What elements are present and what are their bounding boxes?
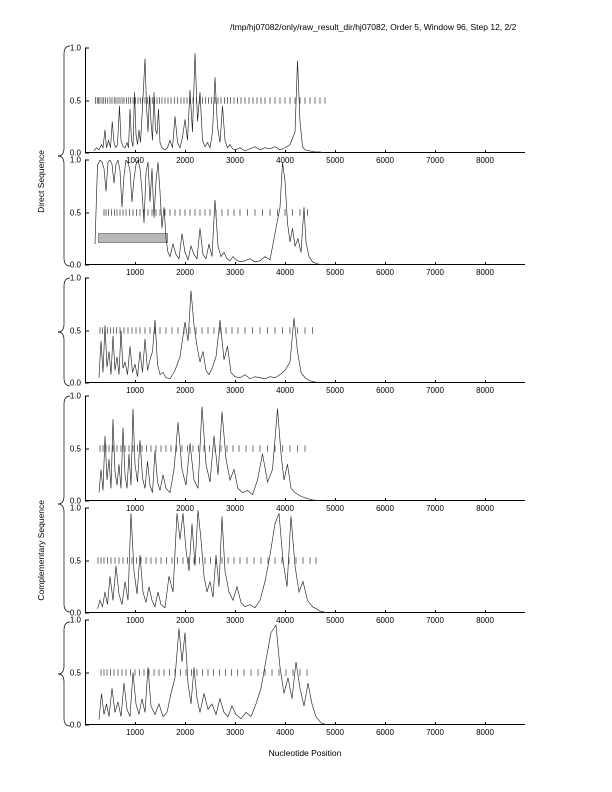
data-series-line xyxy=(99,291,320,383)
y-tick-label: 0.0 xyxy=(69,148,81,158)
chart-panel-2 xyxy=(69,155,525,277)
y-tick-label: 1.0 xyxy=(69,155,81,165)
y-tick-label: 0.5 xyxy=(69,96,81,105)
x-tick-label: 1000 xyxy=(126,156,144,165)
x-tick-label: 5000 xyxy=(326,156,344,165)
x-tick-label: 8000 xyxy=(476,616,494,625)
y-tick-label: 0.0 xyxy=(69,378,81,388)
x-tick-label: 7000 xyxy=(426,156,444,165)
data-series-line xyxy=(99,407,323,502)
y-tick-label: 0.5 xyxy=(69,444,81,453)
x-tick-label: 5000 xyxy=(326,268,344,277)
x-tick-label: 7000 xyxy=(426,268,444,277)
x-tick-label: 8000 xyxy=(476,504,494,513)
x-tick-label: 6000 xyxy=(376,156,394,165)
x-tick-label: 5000 xyxy=(326,616,344,625)
x-tick-label: 4000 xyxy=(276,728,294,737)
x-tick-label: 3000 xyxy=(226,386,244,395)
x-tick-label: 4000 xyxy=(276,504,294,513)
y-tick-label: 0.0 xyxy=(69,260,81,270)
x-tick-label: 6000 xyxy=(376,728,394,737)
x-tick-label: 6000 xyxy=(376,504,394,513)
x-tick-label: 1000 xyxy=(126,268,144,277)
y-tick-label: 0.5 xyxy=(69,556,81,565)
y-tick-label: 1.0 xyxy=(69,273,81,283)
x-tick-label: 3000 xyxy=(226,728,244,737)
x-tick-label: 3000 xyxy=(226,504,244,513)
x-tick-label: 7000 xyxy=(426,386,444,395)
y-tick-label: 0.5 xyxy=(69,326,81,335)
chart-panel-4 xyxy=(69,391,525,513)
y-tick-label: 0.0 xyxy=(69,608,81,618)
x-tick-label: 5000 xyxy=(326,386,344,395)
series-canvas xyxy=(85,396,525,501)
chart-panel-3 xyxy=(69,273,525,395)
chart-panel-6 xyxy=(69,615,525,737)
x-tick-label: 4000 xyxy=(276,268,294,277)
x-tick-label: 8000 xyxy=(476,268,494,277)
x-tick-label: 5000 xyxy=(326,504,344,513)
x-tick-label: 1000 xyxy=(126,386,144,395)
series-canvas xyxy=(85,620,525,725)
chart-panel-1 xyxy=(69,43,525,165)
x-tick-label: 6000 xyxy=(376,616,394,625)
x-tick-label: 3000 xyxy=(226,156,244,165)
x-tick-label: 2000 xyxy=(176,616,194,625)
series-canvas xyxy=(85,160,525,265)
x-tick-label: 8000 xyxy=(476,728,494,737)
x-axis-label: Nucleotide Position xyxy=(268,748,342,758)
figure-title: /tmp/hj07082/only/raw_result_dir/hj07082, Order 5, Window 96, Step 12, 2/2 xyxy=(230,22,517,32)
x-tick-label: 2000 xyxy=(176,728,194,737)
y-tick-label: 1.0 xyxy=(69,43,81,53)
x-tick-label: 5000 xyxy=(326,728,344,737)
y-tick-label: 0.5 xyxy=(69,668,81,677)
x-tick-label: 2000 xyxy=(176,268,194,277)
x-tick-label: 1000 xyxy=(126,728,144,737)
series-canvas xyxy=(85,278,525,383)
y-tick-label: 0.0 xyxy=(69,496,81,506)
x-tick-label: 6000 xyxy=(376,386,394,395)
x-tick-label: 1000 xyxy=(126,504,144,513)
x-tick-label: 3000 xyxy=(226,616,244,625)
x-tick-label: 2000 xyxy=(176,504,194,513)
x-tick-label: 4000 xyxy=(276,616,294,625)
x-tick-label: 4000 xyxy=(276,156,294,165)
x-tick-label: 3000 xyxy=(226,268,244,277)
y-axis-group-label-complementary: Complementary Sequence xyxy=(36,500,46,601)
x-tick-label: 4000 xyxy=(276,386,294,395)
x-tick-label: 2000 xyxy=(176,156,194,165)
x-tick-label: 8000 xyxy=(476,386,494,395)
x-tick-label: 6000 xyxy=(376,268,394,277)
y-tick-label: 0.0 xyxy=(69,720,81,730)
x-tick-label: 7000 xyxy=(426,728,444,737)
y-tick-label: 1.0 xyxy=(69,615,81,625)
chart-panel-5 xyxy=(69,503,525,625)
series-canvas xyxy=(85,48,525,153)
y-tick-label: 1.0 xyxy=(69,391,81,401)
x-tick-label: 1000 xyxy=(126,616,144,625)
series-canvas xyxy=(85,508,525,613)
x-tick-label: 8000 xyxy=(476,156,494,165)
y-tick-label: 0.5 xyxy=(69,208,81,217)
y-tick-label: 1.0 xyxy=(69,503,81,513)
x-tick-label: 7000 xyxy=(426,616,444,625)
y-axis-group-label-direct: Direct Sequence xyxy=(36,150,46,213)
x-tick-label: 2000 xyxy=(176,386,194,395)
x-tick-label: 7000 xyxy=(426,504,444,513)
